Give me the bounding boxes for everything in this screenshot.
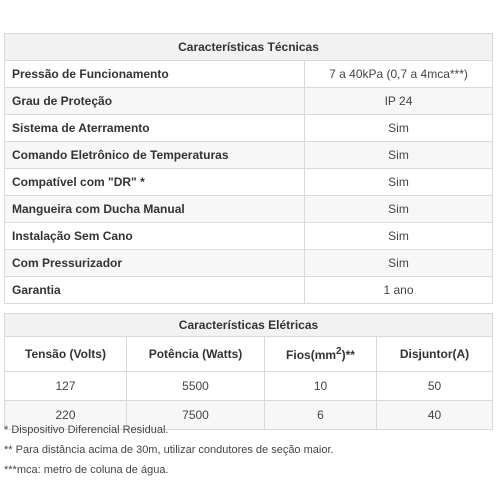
row-value: Sim — [305, 115, 493, 142]
table-row — [5, 115, 493, 142]
cell-tensao: 220 — [5, 401, 127, 430]
fios-prefix: Fios(mm — [286, 348, 337, 362]
row-label: Garantia — [5, 277, 305, 304]
row-label: Com Pressurizador — [5, 250, 305, 277]
footnote: ***mca: metro de coluna de água. — [4, 464, 169, 476]
row-label: Comando Eletrônico de Temperaturas — [5, 142, 305, 169]
electrical-characteristics-table — [4, 313, 493, 430]
row-label: Compatível com "DR" * — [5, 169, 305, 196]
fios-superscript: 2 — [336, 346, 342, 357]
row-label: Pressão de Funcionamento — [5, 61, 305, 88]
table-row — [5, 250, 493, 277]
row-label: Grau de Proteção — [5, 88, 305, 115]
row-value: Sim — [305, 250, 493, 277]
table-title: Características Técnicas — [5, 34, 493, 61]
footnotes — [4, 420, 334, 480]
column-header-potencia: Potência (Watts) — [127, 337, 265, 372]
footnote: ** Para distância acima de 30m, utilizar condutores de seção maior. — [4, 444, 334, 456]
table-row — [5, 88, 493, 115]
column-header-disjuntor: Disjuntor(A) — [377, 337, 493, 372]
column-header-tensao: Tensão (Volts) — [5, 337, 127, 372]
row-value: Sim — [305, 223, 493, 250]
table-row — [5, 61, 493, 88]
row-label: Sistema de Aterramento — [5, 115, 305, 142]
row-value: IP 24 — [305, 88, 493, 115]
cell-fios: 10 — [265, 372, 377, 401]
column-header-fios — [265, 337, 377, 372]
cell-fios: 6 — [265, 401, 377, 430]
header-row — [5, 337, 493, 372]
cell-potencia: 5500 — [127, 372, 265, 401]
cell-potencia: 7500 — [127, 401, 265, 430]
fios-suffix: )** — [341, 348, 355, 362]
row-label: Instalação Sem Cano — [5, 223, 305, 250]
cell-disjuntor: 50 — [377, 372, 493, 401]
table-title: Características Elétricas — [5, 314, 493, 337]
footnote: * Dispositivo Diferencial Residual. — [4, 424, 169, 436]
table-row — [5, 196, 493, 223]
cell-disjuntor: 40 — [377, 401, 493, 430]
cell-tensao: 127 — [5, 372, 127, 401]
row-value: 7 a 40kPa (0,7 a 4mca***) — [305, 61, 493, 88]
row-value: Sim — [305, 142, 493, 169]
table-row — [5, 169, 493, 196]
row-value: Sim — [305, 169, 493, 196]
row-value: 1 ano — [305, 277, 493, 304]
technical-characteristics-table — [4, 33, 493, 304]
table-row — [5, 142, 493, 169]
table-row — [5, 223, 493, 250]
row-value: Sim — [305, 196, 493, 223]
row-label: Mangueira com Ducha Manual — [5, 196, 305, 223]
table-row — [5, 372, 493, 401]
table-row — [5, 277, 493, 304]
